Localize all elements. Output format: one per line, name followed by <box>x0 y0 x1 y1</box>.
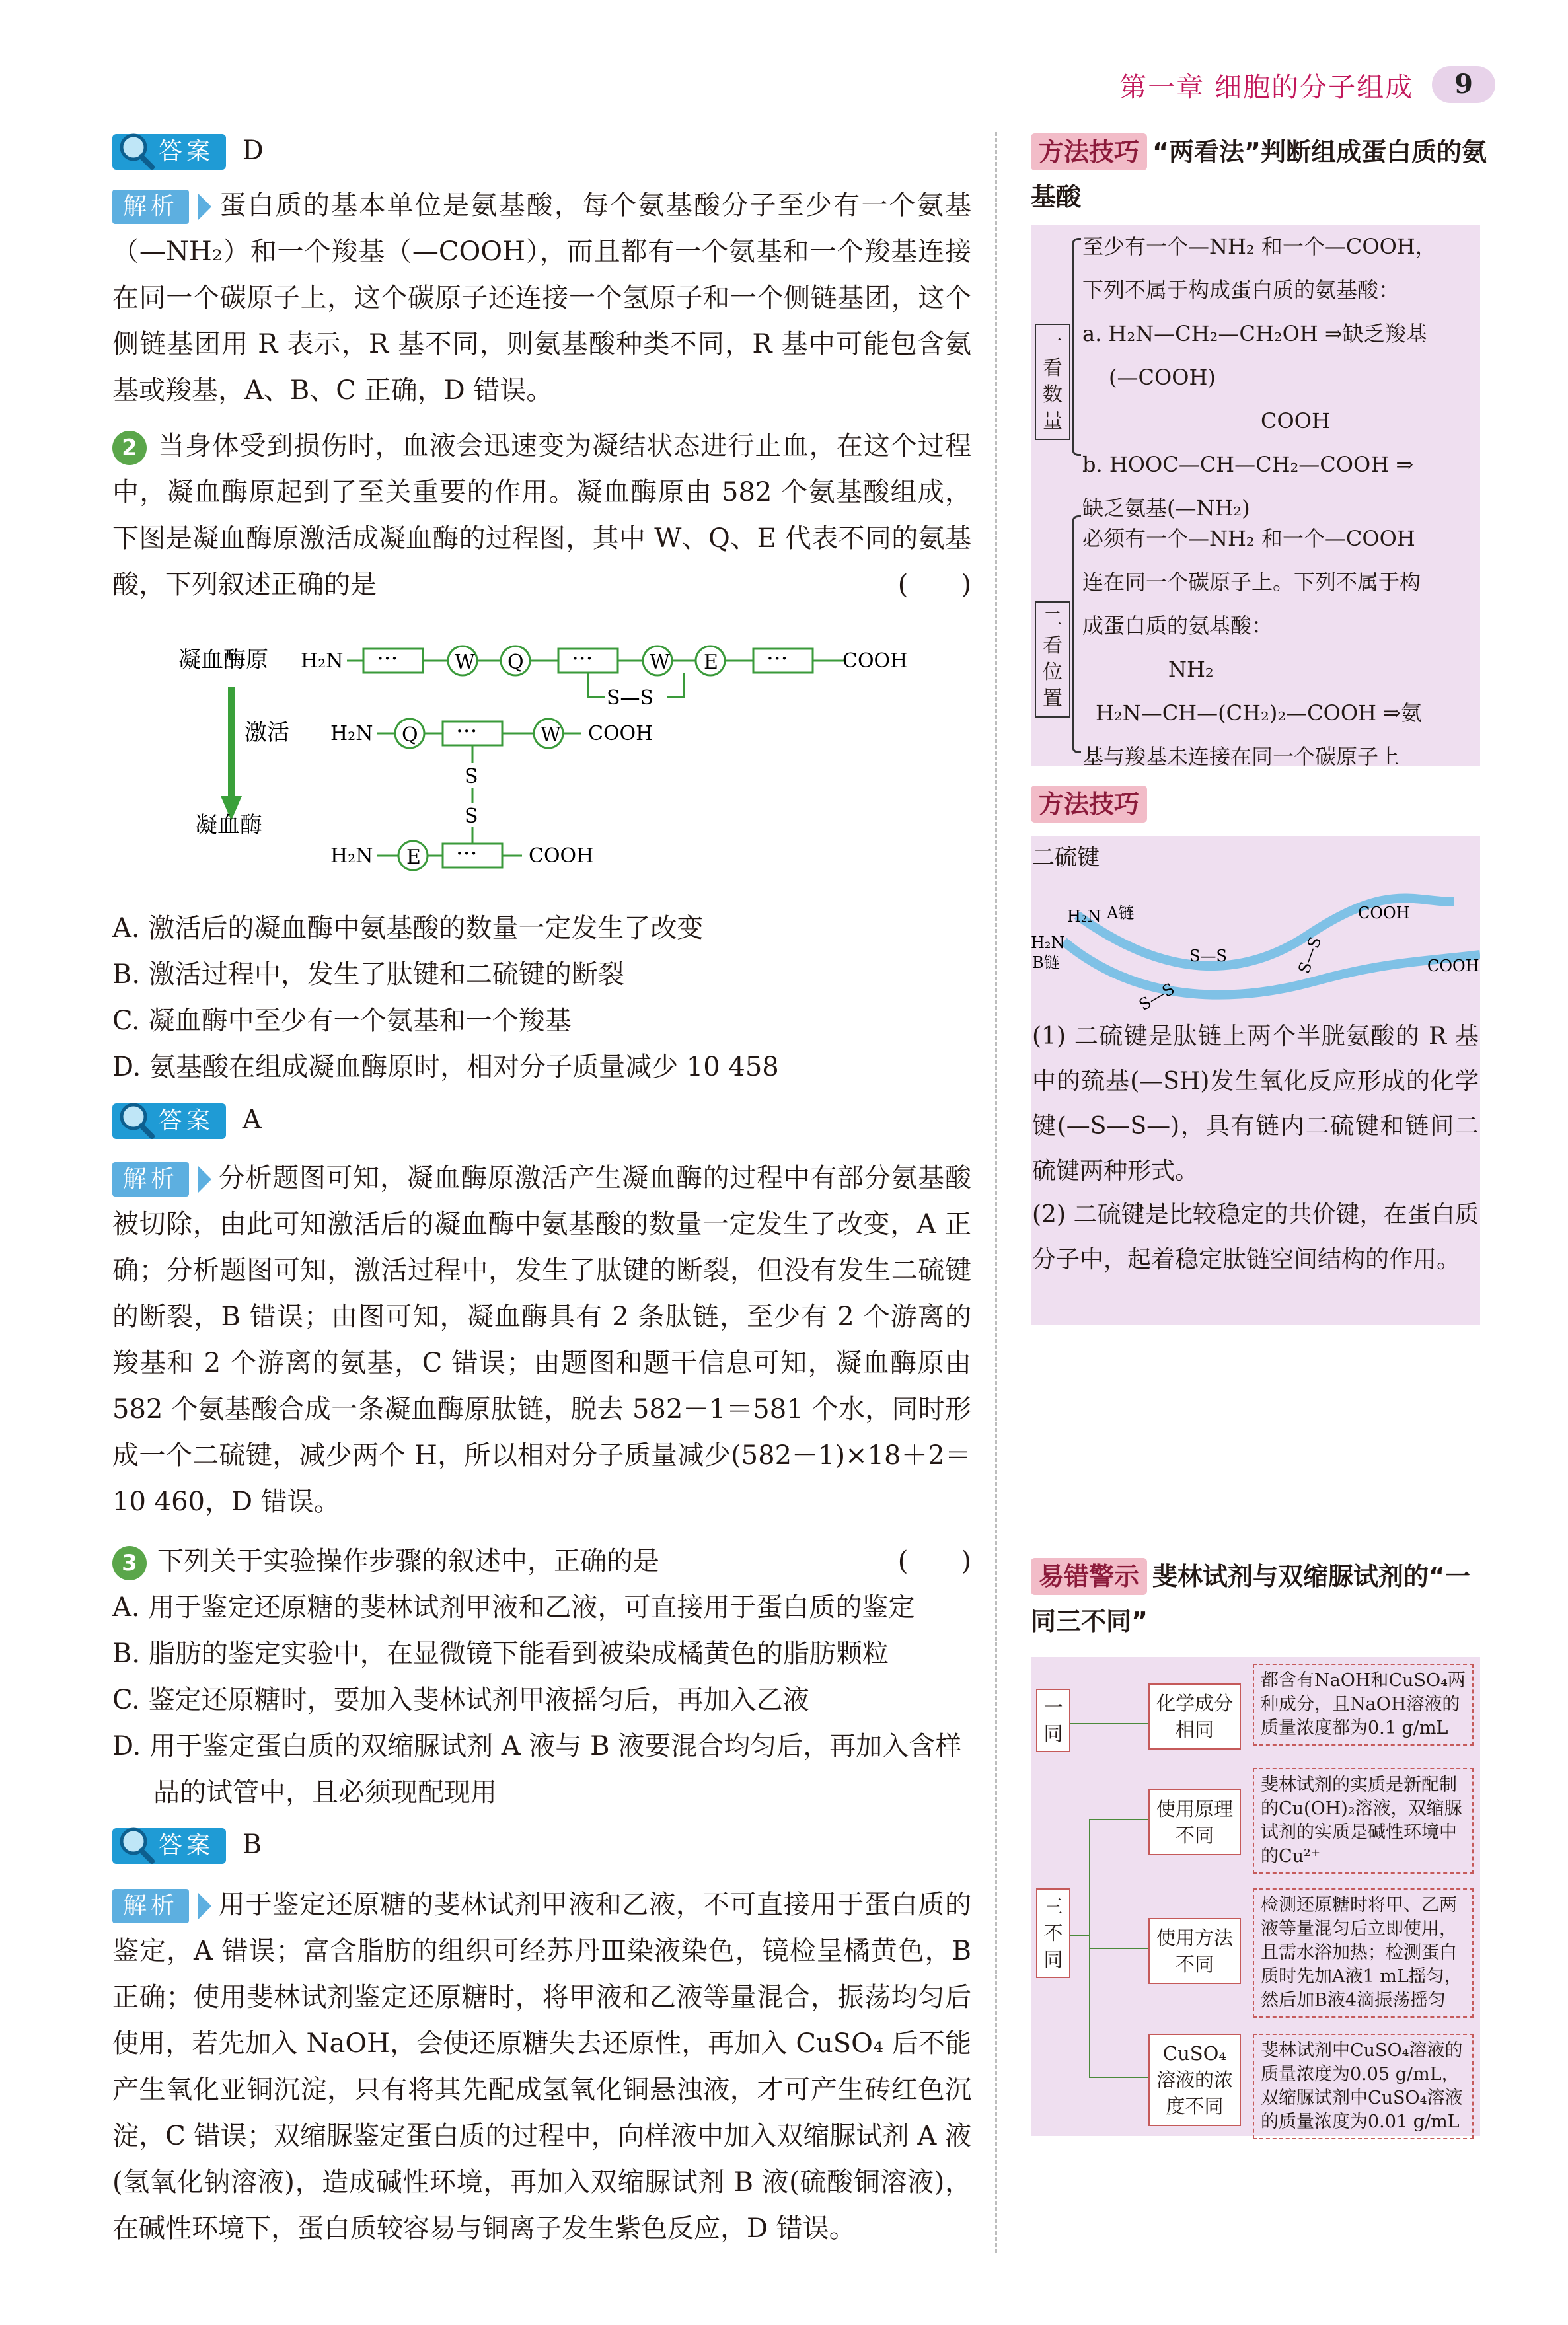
q2-explanation <box>112 1155 971 1525</box>
warning-tag: 易错警示 <box>1031 1558 1147 1595</box>
side1-title: “两看法”判断组成蛋白质的氨基酸 <box>1031 137 1487 211</box>
look1-label: 一看数量 <box>1035 324 1070 440</box>
prothrombin-label: 凝血酶原 <box>178 647 268 673</box>
answer-badge <box>112 1103 226 1139</box>
question-text: 下列关于实验操作步骤的叙述中，正确的是 <box>157 1546 659 1576</box>
cooh-label: COOH <box>1358 904 1410 922</box>
magnifier-icon <box>116 1099 156 1139</box>
chain-dots: ··· <box>456 718 478 745</box>
question-number: 3 <box>112 1546 147 1580</box>
thrombin-label: 凝血酶 <box>195 812 262 838</box>
residue-w: W <box>541 723 561 747</box>
thrombin-activation-figure <box>178 634 918 885</box>
side1-box <box>1031 225 1480 769</box>
look2-label: 二看位置 <box>1035 601 1070 718</box>
explanation-badge: 解析 <box>112 1162 189 1197</box>
cooh-label: COOH <box>1427 957 1479 975</box>
side1-heading <box>1031 129 1493 219</box>
method-tag: 方法技巧 <box>1031 133 1147 170</box>
ss-label: S—S <box>1189 947 1227 965</box>
row-value: 斐林试剂中CuSO₄溶液的质量浓度为0.05 g/mL，双缩脲试剂中CuSO₄溶液的质量浓度为0.01 g/mL <box>1253 2034 1474 2139</box>
side3-box <box>1031 1657 1480 2136</box>
residue-q: Q <box>507 651 524 674</box>
disulfide-label: S—S <box>607 686 654 710</box>
page-number: 9 <box>1432 66 1495 103</box>
explanation-text: 用于鉴定还原糖的斐林试剂甲液和乙液，不可直接用于蛋白质的鉴定，A 错误；富含脂肪的组织可经苏丹Ⅲ染液染色，镜检呈橘黄色，B 正确；使用斐林试剂鉴定还原糖时，将甲液和乙液等量混合，振荡均匀后使用，若先加入 NaOH，会使还原糖失去还原性，再加入 CuSO₄ 后不能产生氧化亚铜沉淀，只有将其先配成氢氧化铜悬浊液，才可产生砖红色沉淀，C 错误；双缩脲鉴定蛋白质的过程中，向样液中加入双缩脲试剂 A 液(氢氧化钠溶液)，造成碱性环境，再加入双缩脲试剂 B 液(硫酸铜溶液)，在碱性环境下，蛋白质较容易与铜离子发生紫色反应，D 错误。 <box>112 1890 971 2244</box>
row-value: 都含有NaOH和CuSO₄两种成分，且NaOH溶液的质量浓度都为0.1 g/mL <box>1253 1664 1474 1746</box>
q1-explanation <box>112 182 971 414</box>
residue-w: W <box>650 651 670 674</box>
q2-stem <box>112 423 971 608</box>
residue-q: Q <box>402 723 418 747</box>
q3-option-a[interactable]: A. 用于鉴定还原糖的斐林试剂甲液和乙液，可直接用于蛋白质的鉴定 <box>112 1592 915 1623</box>
answer-label: 答案 <box>159 1107 215 1134</box>
h2n-label: H₂N <box>330 844 373 867</box>
q3-stem <box>112 1538 971 1584</box>
look2-lines: 必须有一个—NH₂ 和一个—COOH 连在同一个碳原子上。下列不属于构 成蛋白质的氨基酸： NH₂ H₂N—CH—(CH₂)₂—COOH ⇒氨 基与羧基未连接在同一个碳原子上 <box>1082 526 1422 769</box>
q2-answer-row <box>112 1100 262 1140</box>
same-label: 一同 <box>1036 1689 1070 1752</box>
row-value: 检测还原糖时将甲、乙两液等量混匀后立即使用，且需水浴加热；检测蛋白质时先加A液1 mL摇匀，然后加B液4滴振荡摇匀 <box>1253 1888 1474 2018</box>
h2n-label: H₂N <box>1067 907 1101 926</box>
side3-title: 斐林试剂与双缩脲试剂的“一同三不同” <box>1031 1562 1470 1636</box>
ss-label: S—S <box>1136 979 1178 1015</box>
side2-box <box>1031 836 1480 1325</box>
answer-label: 答案 <box>159 138 215 165</box>
side2-p1: (1) 二硫键是肽链上两个半胱氨酸的 R 基中的巯基(—SH)发生氧化反应形成的化学键(—S—S—)，具有链内二硫键和链间二硫键两种形式。 <box>1032 1023 1479 1185</box>
magnifier-icon <box>116 130 156 170</box>
q3-option-b[interactable]: B. 脂肪的鉴定实验中，在显微镜下能看到被染成橘黄色的脂肪颗粒 <box>112 1639 889 1669</box>
q2-option-c[interactable]: C. 凝血酶中至少有一个氨基和一个羧基 <box>112 1006 572 1036</box>
explanation-text: 分析题图可知，凝血酶原激活产生凝血酶的过程中有部分氨基酸被切除，由此可知激活后的凝血酶中氨基酸的数量一定发生了改变，A 正确；分析题图可知，激活过程中，发生了肽键的断裂，但没有发生二硫键的断裂，B 错误；由图可知，凝血酶具有 2 条肽链，至少有 2 个游离的羧基和 2 个游离的氨基，C 错误；由题图和题干信息可知，凝血酶原由 582 个氨基酸合成一条凝血酶原肽链，脱去 582－1＝581 个水，同时形成一个二硫键，减少两个 H，所以相对分子质量减少(582－1)×18＋2＝10 460，D 错误。 <box>112 1163 971 1517</box>
answer-badge <box>112 134 226 170</box>
h2n-label: H₂N <box>330 722 373 745</box>
residue-e: E <box>704 651 718 674</box>
side2-heading <box>1031 782 1493 827</box>
h2n-label: H₂N <box>301 649 344 673</box>
explanation-badge: 解析 <box>112 190 189 224</box>
row-key: CuSO₄溶液的浓度不同 <box>1148 2034 1241 2126</box>
chain-a-label: A链 <box>1107 904 1135 922</box>
row-key: 使用原理不同 <box>1148 1789 1241 1855</box>
look1-lines: 至少有一个—NH₂ 和一个—COOH， 下列不属于构成蛋白质的氨基酸： a. H₂N—CH₂—CH₂OH ⇒缺乏羧基 (—COOH) COOH b. HOOC—CH—CH₂—COOH ⇒ 缺乏氨基(—NH₂) <box>1082 234 1437 521</box>
q3-option-d[interactable]: D. 用于鉴定蛋白质的双缩脲试剂 A 液与 B 液要混合均匀后，再加入含样品的试管中，且必须现配现用 <box>112 1731 962 1808</box>
activate-label: 激活 <box>244 720 289 746</box>
sulfur-label: S <box>465 765 478 788</box>
diff-label: 三不同 <box>1036 1888 1070 1978</box>
q2-option-b[interactable]: B. 激活过程中，发生了肽键和二硫键的断裂 <box>112 959 624 990</box>
cooh-label: COOH <box>588 722 653 745</box>
question-text: 当身体受到损伤时，血液会迅速变为凝结状态进行止血，在这个过程中，凝血酶原起到了至关重要的作用。凝血酶原由 582 个氨基酸组成，下图是凝血酶原激活成凝血酶的过程图，其中 W、Q、E 代表不同的氨基酸，下列叙述正确的是 <box>112 431 971 600</box>
row-value: 斐林试剂的实质是新配制的Cu(OH)₂溶液，双缩脲试剂的实质是碱性环境中的Cu²⁺ <box>1253 1768 1474 1874</box>
brace <box>1072 238 1081 456</box>
method-tag: 方法技巧 <box>1031 786 1147 823</box>
row-key: 化学成分相同 <box>1148 1683 1241 1750</box>
page-header <box>1119 61 1495 108</box>
answer-label: 答案 <box>159 1832 215 1859</box>
chapter-title: 第一章 细胞的分子组成 <box>1119 71 1414 103</box>
chain-dots: ··· <box>766 646 788 672</box>
chain-dots: ··· <box>572 646 593 672</box>
q3-answer-row <box>112 1825 262 1864</box>
disulfide-figure <box>1031 875 1480 1021</box>
sulfur-label: S <box>465 805 478 828</box>
residue-w: W <box>455 651 475 674</box>
column-divider <box>995 132 997 2253</box>
answer-paren: ( ) <box>897 1546 971 1576</box>
chain-dots: ··· <box>377 646 398 672</box>
chain-b-label: B链 <box>1032 953 1060 972</box>
residue-e: E <box>406 846 421 869</box>
cooh-label: COOH <box>842 649 908 673</box>
answer-value: B <box>242 1829 262 1860</box>
answer-value: D <box>242 135 264 166</box>
side2-p2: (2) 二硫键是比较稳定的共价键，在蛋白质分子中，起着稳定肽链空间结构的作用。 <box>1032 1201 1479 1273</box>
cooh-label: COOH <box>529 844 594 867</box>
q3-option-c[interactable]: C. 鉴定还原糖时，要加入斐林试剂甲液摇匀后，再加入乙液 <box>112 1685 809 1715</box>
magnifier-icon <box>116 1824 156 1864</box>
question-number: 2 <box>112 431 147 465</box>
explanation-badge: 解析 <box>112 1889 189 1923</box>
answer-paren: ( ) <box>897 570 971 600</box>
h2n-label: H₂N <box>1031 934 1065 952</box>
q2-option-a[interactable]: A. 激活后的凝血酶中氨基酸的数量一定发生了改变 <box>112 913 704 943</box>
brace <box>1072 515 1081 753</box>
side3-heading <box>1031 1554 1493 1644</box>
answer-value: A <box>242 1105 262 1135</box>
q3-explanation <box>112 1882 971 2252</box>
row-key: 使用方法不同 <box>1148 1918 1241 1984</box>
ss-label: S—S <box>1294 934 1325 977</box>
chain-dots: ··· <box>456 840 478 867</box>
answer-badge <box>112 1828 226 1864</box>
q2-option-d[interactable]: D. 氨基酸在组成凝血酶原时，相对分子质量减少 10 458 <box>112 1052 779 1082</box>
explanation-text: 蛋白质的基本单位是氨基酸，每个氨基酸分子至少有一个氨基（—NH₂）和一个羧基（—COOH），而且都有一个氨基和一个羧基连接在同一个碳原子上，这个碳原子还连接一个氢原子和一个侧链基团，这个侧链基团用 R 表示，R 基不同，则氨基酸种类不同，R 基中可能包含氨基或羧基，A、B、C 正确，D 错误。 <box>112 190 971 406</box>
side2-subtitle: 二硫键 <box>1032 844 1100 871</box>
q1-answer-row <box>112 131 264 170</box>
